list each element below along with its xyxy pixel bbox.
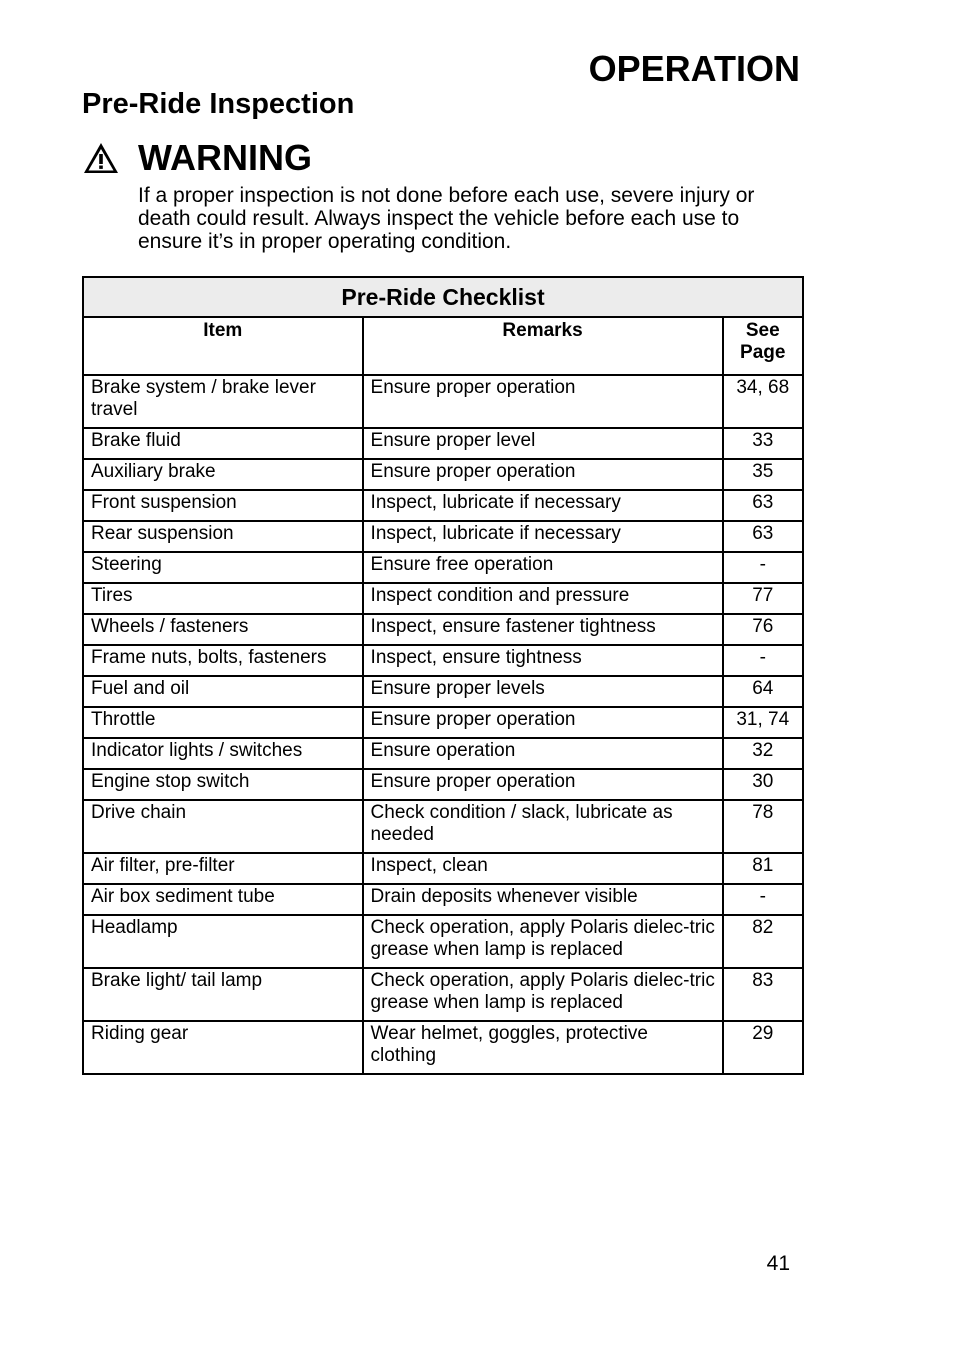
row-item: Front suspension — [83, 490, 363, 521]
row-see-page: 77 — [723, 583, 803, 614]
row-item: Air box sediment tube — [83, 884, 363, 915]
table-row — [83, 915, 803, 968]
row-see-page: 34, 68 — [723, 375, 803, 428]
row-item: Brake light/ tail lamp — [83, 968, 363, 1021]
subsection-title: Pre-Ride Inspection — [82, 88, 355, 120]
row-remarks: Ensure proper operation — [363, 707, 723, 738]
row-item: Tires — [83, 583, 363, 614]
row-remarks: Wear helmet, goggles, protective clothing — [363, 1021, 723, 1074]
row-remarks: Inspect, ensure tightness — [363, 645, 723, 676]
row-item: Engine stop switch — [83, 769, 363, 800]
checklist-title: Pre-Ride Checklist — [83, 277, 803, 317]
row-item: Fuel and oil — [83, 676, 363, 707]
row-remarks: Inspect, clean — [363, 853, 723, 884]
row-see-page: 81 — [723, 853, 803, 884]
table-row — [83, 375, 803, 428]
column-header-page — [723, 317, 803, 375]
row-remarks: Ensure proper operation — [363, 459, 723, 490]
checklist-caption-row — [83, 277, 803, 317]
checklist-header-row — [83, 317, 803, 375]
column-header-page-label: See Page — [740, 320, 786, 363]
section-title: OPERATION — [588, 48, 800, 89]
table-row — [83, 800, 803, 853]
row-remarks: Ensure proper level — [363, 428, 723, 459]
row-see-page: 78 — [723, 800, 803, 853]
row-item: Headlamp — [83, 915, 363, 968]
row-see-page: 32 — [723, 738, 803, 769]
table-row — [83, 676, 803, 707]
table-row — [83, 738, 803, 769]
table-row — [83, 459, 803, 490]
table-row — [83, 583, 803, 614]
table-row — [83, 707, 803, 738]
row-see-page: 82 — [723, 915, 803, 968]
table-row — [83, 968, 803, 1021]
row-see-page: - — [723, 884, 803, 915]
row-see-page: 31, 74 — [723, 707, 803, 738]
pre-ride-checklist-table — [82, 276, 804, 1075]
row-remarks: Ensure free operation — [363, 552, 723, 583]
table-row — [83, 521, 803, 552]
row-remarks: Check operation, apply Polaris dielec-tric grease when lamp is replaced — [363, 968, 723, 1021]
row-see-page: - — [723, 645, 803, 676]
row-remarks: Inspect, lubricate if necessary — [363, 521, 723, 552]
row-see-page: 35 — [723, 459, 803, 490]
table-row — [83, 853, 803, 884]
row-see-page: 83 — [723, 968, 803, 1021]
row-see-page: - — [723, 552, 803, 583]
row-remarks: Check operation, apply Polaris dielec-tric grease when lamp is replaced — [363, 915, 723, 968]
table-row — [83, 884, 803, 915]
row-see-page: 76 — [723, 614, 803, 645]
row-item: Drive chain — [83, 800, 363, 853]
warning-label: WARNING — [138, 137, 312, 178]
row-remarks: Drain deposits whenever visible — [363, 884, 723, 915]
warning-triangle-icon — [82, 141, 120, 175]
row-item: Frame nuts, bolts, fasteners — [83, 645, 363, 676]
row-see-page: 64 — [723, 676, 803, 707]
row-remarks: Ensure proper operation — [363, 375, 723, 428]
row-item: Indicator lights / switches — [83, 738, 363, 769]
row-see-page: 33 — [723, 428, 803, 459]
row-item: Riding gear — [83, 1021, 363, 1074]
table-row — [83, 490, 803, 521]
row-item: Steering — [83, 552, 363, 583]
row-see-page: 29 — [723, 1021, 803, 1074]
row-see-page: 63 — [723, 521, 803, 552]
row-item: Throttle — [83, 707, 363, 738]
table-row — [83, 645, 803, 676]
table-row — [83, 552, 803, 583]
row-remarks: Inspect, lubricate if necessary — [363, 490, 723, 521]
row-remarks: Ensure proper operation — [363, 769, 723, 800]
row-item: Rear suspension — [83, 521, 363, 552]
warning-text: If a proper inspection is not done before each use, severe injury or death could result. Always inspect the vehicle before each use to ensure it’s in proper operating condition. — [138, 184, 755, 253]
column-header-remarks: Remarks — [363, 317, 723, 375]
row-see-page: 30 — [723, 769, 803, 800]
row-remarks: Ensure proper levels — [363, 676, 723, 707]
row-item: Brake fluid — [83, 428, 363, 459]
warning-header — [82, 137, 312, 179]
page-number: 41 — [766, 1252, 790, 1275]
row-remarks: Check condition / slack, lubricate as needed — [363, 800, 723, 853]
checklist-body — [83, 375, 803, 1074]
row-remarks: Ensure operation — [363, 738, 723, 769]
table-row — [83, 428, 803, 459]
table-row — [83, 614, 803, 645]
column-header-item: Item — [83, 317, 363, 375]
row-item: Auxiliary brake — [83, 459, 363, 490]
row-see-page: 63 — [723, 490, 803, 521]
row-item: Air filter, pre-filter — [83, 853, 363, 884]
row-remarks: Inspect condition and pressure — [363, 583, 723, 614]
row-item: Wheels / fasteners — [83, 614, 363, 645]
row-item: Brake system / brake lever travel — [83, 375, 363, 428]
table-row — [83, 769, 803, 800]
row-remarks: Inspect, ensure fastener tightness — [363, 614, 723, 645]
table-row — [83, 1021, 803, 1074]
